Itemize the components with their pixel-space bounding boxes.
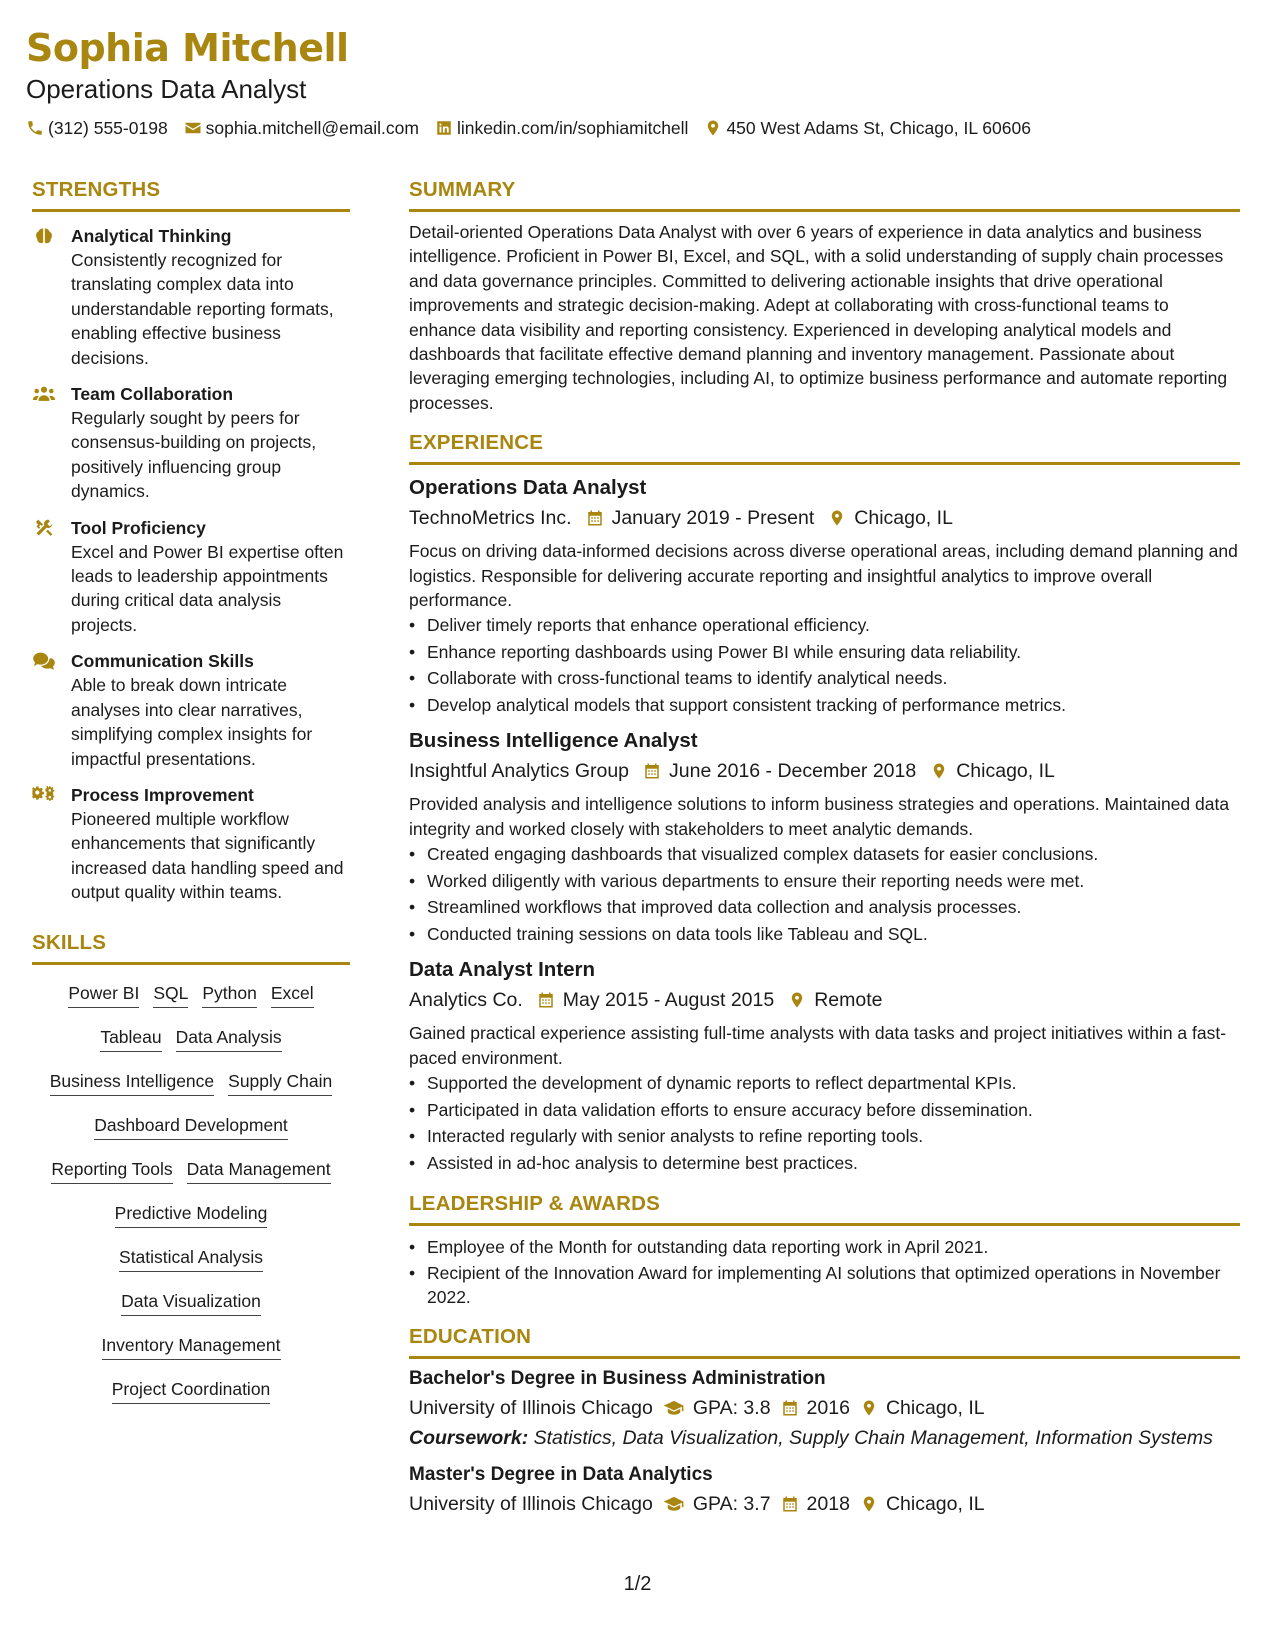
- strengths-list: [32, 224, 350, 905]
- job-entry: [409, 955, 1240, 1176]
- skill-tag: Inventory Management: [102, 1333, 281, 1360]
- list-item: • Develop analytical models that support consistent tracking of performance metrics.: [427, 692, 1240, 719]
- skill-tag: Data Analysis: [176, 1025, 282, 1052]
- list-item: • Interacted regularly with senior analysts to refine reporting tools.: [427, 1123, 1240, 1150]
- linkedin-text[interactable]: linkedin.com/in/sophiamitchell: [456, 118, 689, 138]
- skill-tag: Business Intelligence: [50, 1069, 214, 1096]
- calendar-icon: [586, 508, 604, 528]
- job-title: Operations Data Analyst: [409, 476, 647, 500]
- skill-tag: Supply Chain: [228, 1069, 332, 1096]
- skill-tag: Project Coordination: [112, 1377, 271, 1404]
- edu-year: 2016: [806, 1397, 850, 1420]
- strength-desc: Consistently recognized for translating complex data into understandable reporting formats, enabling effective business decisions.: [71, 250, 334, 368]
- coursework-text: Statistics, Data Visualization, Supply Chain Management, Information Systems: [533, 1427, 1213, 1450]
- skill-tag: Reporting Tools: [51, 1157, 172, 1184]
- job-location: Chicago, IL: [854, 507, 953, 530]
- strength-desc: Excel and Power BI expertise often leads to leadership appointments during critical data analysis projects.: [71, 541, 344, 635]
- job-dates: June 2016 - December 2018: [669, 760, 917, 783]
- strength-item: [32, 783, 350, 905]
- edu-gpa: GPA: 3.8: [692, 1397, 771, 1420]
- skill-tag: Tableau: [100, 1025, 161, 1052]
- map-pin-icon: [828, 508, 846, 528]
- job-meta: [409, 756, 1240, 786]
- list-item: • Streamlined workflows that improved data collection and analysis processes.: [427, 894, 1240, 921]
- list-item: • Assisted in ad-hoc analysis to determine best practices.: [427, 1150, 1240, 1177]
- list-item: • Participated in data validation efforts to ensure accuracy before dissemination.: [427, 1097, 1240, 1124]
- contact-bar: [26, 116, 1251, 140]
- calendar-icon: [781, 1494, 799, 1514]
- skills-heading: SKILLS: [32, 929, 350, 965]
- list-item: • Employee of the Month for outstanding data reporting work in April 2021.: [427, 1234, 1240, 1261]
- skill-tag: Statistical Analysis: [119, 1245, 263, 1272]
- strength-item: [32, 516, 350, 638]
- graduation-cap-icon: [663, 1398, 685, 1418]
- address-text: 450 West Adams St, Chicago, IL 60606: [726, 118, 1031, 138]
- skills-list: [32, 965, 350, 1413]
- job-meta: [409, 985, 1240, 1015]
- email-text[interactable]: sophia.mitchell@email.com: [205, 118, 419, 138]
- calendar-icon: [643, 761, 661, 781]
- skill-tag: Excel: [271, 981, 314, 1008]
- edu-location: Chicago, IL: [885, 1397, 985, 1420]
- edu-coursework: [409, 1423, 1240, 1453]
- job-company: Insightful Analytics Group: [409, 760, 630, 783]
- leadership-heading: LEADERSHIP & AWARDS: [409, 1190, 1240, 1226]
- experience-heading: EXPERIENCE: [409, 429, 1240, 465]
- skill-tag: Data Visualization: [121, 1289, 261, 1316]
- job-description: Gained practical experience assisting full-time analysts with data tasks and project initiatives within a fast-paced environment.: [409, 1023, 1227, 1068]
- contact-email[interactable]: [184, 116, 419, 140]
- job-location: Chicago, IL: [956, 760, 1055, 783]
- skill-tag: SQL: [153, 981, 188, 1008]
- coursework-label: Coursework:: [409, 1427, 529, 1450]
- map-pin-icon: [788, 990, 806, 1010]
- edu-gpa: GPA: 3.7: [692, 1493, 771, 1516]
- strengths-heading: STRENGTHS: [32, 176, 350, 212]
- skill-tag: Predictive Modeling: [115, 1201, 268, 1228]
- job-bullets: [409, 612, 1240, 718]
- list-item: • Collaborate with cross-functional teams to identify analytical needs.: [427, 665, 1240, 692]
- job-description: Focus on driving data-informed decisions across diverse operational areas, including demand planning and logistics. Responsible for delivering accurate reporting and insightful analytics to improve overall performance.: [409, 541, 1238, 611]
- map-pin-icon: [704, 119, 722, 137]
- resume-header: [26, 22, 1251, 140]
- skill-tag: Data Management: [187, 1157, 331, 1184]
- page-number: 1/2: [623, 1573, 652, 1595]
- edu-meta: [409, 1489, 1240, 1519]
- skill-tag: Python: [202, 981, 256, 1008]
- job-dates: May 2015 - August 2015: [562, 989, 775, 1012]
- right-column: [409, 176, 1240, 1519]
- job-meta: [409, 503, 1240, 533]
- job-title: Data Analyst Intern: [409, 958, 596, 982]
- map-pin-icon: [930, 761, 948, 781]
- education-entry: [409, 1365, 1240, 1453]
- job-company: TechnoMetrics Inc.: [409, 507, 572, 530]
- candidate-title: Operations Data Analyst: [26, 74, 307, 104]
- list-item: • Deliver timely reports that enhance operational efficiency.: [427, 612, 1240, 639]
- list-item: • Created engaging dashboards that visualized complex datasets for easier conclusions.: [427, 841, 1240, 868]
- linkedin-icon: [435, 119, 453, 137]
- job-title: Business Intelligence Analyst: [409, 729, 698, 753]
- job-description: Provided analysis and intelligence solutions to inform business strategies and operations. Maintained data integrity and worked closely with stakeholders to meet analytic demands.: [409, 794, 1230, 839]
- skill-tag: Dashboard Development: [94, 1113, 288, 1140]
- calendar-icon: [537, 990, 555, 1010]
- left-column: [32, 176, 350, 1413]
- comments-icon: [32, 651, 56, 671]
- tools-icon: [32, 518, 56, 538]
- list-item: • Conducted training sessions on data tools like Tableau and SQL.: [427, 921, 1240, 948]
- job-bullets: [409, 1070, 1240, 1176]
- job-bullets: [409, 841, 1240, 947]
- contact-phone: [26, 116, 168, 140]
- strength-name: Communication Skills: [71, 651, 254, 672]
- edu-school: University of Illinois Chicago: [409, 1397, 653, 1420]
- edu-meta: [409, 1393, 1240, 1423]
- job-company: Analytics Co.: [409, 989, 523, 1012]
- edu-year: 2018: [806, 1493, 850, 1516]
- candidate-name: Sophia Mitchell: [26, 26, 349, 70]
- edu-location: Chicago, IL: [885, 1493, 985, 1516]
- education-entry: [409, 1461, 1240, 1519]
- graduation-cap-icon: [663, 1494, 685, 1514]
- edu-degree: Master's Degree in Data Analytics: [409, 1464, 713, 1486]
- strength-item: [32, 382, 350, 504]
- list-item: • Enhance reporting dashboards using Power BI while ensuring data reliability.: [427, 639, 1240, 666]
- strength-desc: Pioneered multiple workflow enhancements that significantly increased data handling speed and output quality within teams.: [71, 808, 344, 903]
- job-location: Remote: [814, 989, 883, 1012]
- strength-item: [32, 649, 350, 771]
- leadership-list: [409, 1234, 1240, 1309]
- strength-name: Analytical Thinking: [71, 226, 232, 246]
- strength-desc: Able to break down intricate analyses into clear narratives, simplifying complex insights for impactful presentations.: [71, 675, 313, 769]
- strength-name: Process Improvement: [71, 784, 254, 805]
- map-pin-icon: [860, 1494, 878, 1514]
- contact-address: [704, 116, 1031, 140]
- education-heading: EDUCATION: [409, 1323, 1240, 1359]
- map-pin-icon: [860, 1398, 878, 1418]
- list-item: • Supported the development of dynamic reports to reflect departmental KPIs.: [427, 1070, 1240, 1097]
- gears-icon: [32, 785, 56, 805]
- job-entry: [409, 726, 1240, 947]
- users-icon: [32, 384, 56, 404]
- list-item: • Recipient of the Innovation Award for implementing AI solutions that optimized operations in November 2022.: [427, 1261, 1240, 1310]
- contact-linkedin[interactable]: [435, 116, 689, 140]
- strength-name: Tool Proficiency: [71, 517, 206, 538]
- job-entry: [409, 473, 1240, 718]
- strength-desc: Regularly sought by peers for consensus-building on projects, positively influencing group dynamics.: [71, 408, 317, 502]
- job-dates: January 2019 - Present: [611, 507, 815, 530]
- edu-school: University of Illinois Chicago: [409, 1493, 653, 1516]
- edu-degree: Bachelor's Degree in Business Administration: [409, 1368, 826, 1390]
- strength-name: Team Collaboration: [71, 384, 234, 405]
- brain-icon: [32, 226, 56, 246]
- calendar-icon: [781, 1398, 799, 1418]
- phone-text: (312) 555-0198: [48, 118, 168, 138]
- mail-icon: [184, 119, 202, 137]
- strength-item: [32, 224, 350, 370]
- phone-icon: [26, 119, 44, 137]
- skill-tag: Power BI: [68, 981, 139, 1008]
- summary-heading: SUMMARY: [409, 176, 1240, 212]
- list-item: • Worked diligently with various departments to ensure their reporting needs were met.: [427, 868, 1240, 895]
- summary-text: Detail-oriented Operations Data Analyst with over 6 years of experience in data analytics and business intelligence. Proficient in Power BI, Excel, and SQL, with a solid understanding of supply chain processes and data governance principles. Committed to delivering actionable insights that drive operational improvements and strategic decision-making. Adept at collaborating with cross-functional teams to enhance data visibility and reporting consistency. Experienced in developing analytical models and dashboards that facilitate effective demand planning and inventory management. Passionate about leveraging emerging technologies, including AI, to optimize business performance and automate reporting processes.: [409, 222, 1228, 413]
